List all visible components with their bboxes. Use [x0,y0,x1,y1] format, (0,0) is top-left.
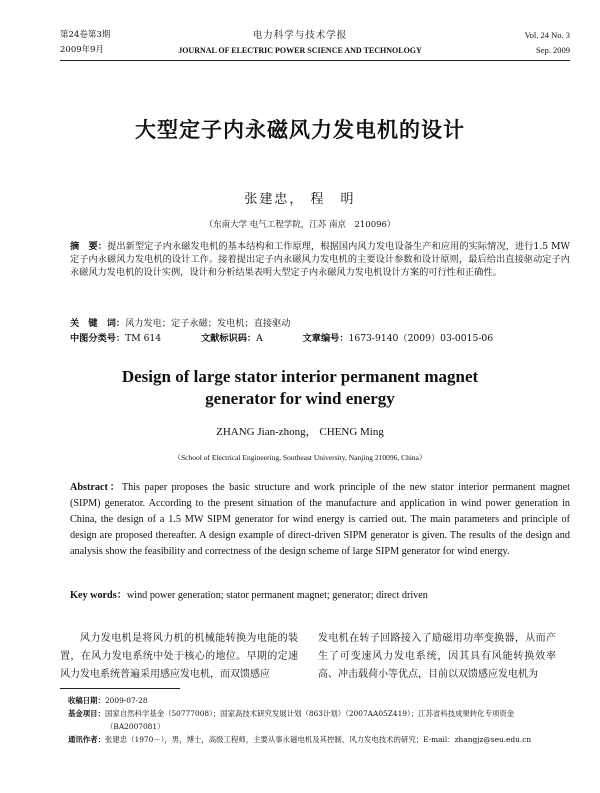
received-date: 2009-07-28 [104,696,148,705]
paper-title-en-line2: generator for wind energy [205,389,395,408]
footnotes [60,694,570,746]
fund-text-line1: 国家自然科学基金（50777008）；国家高技术研究发展计划（863计划）（2007AA05Z419）；江苏省科技成果转化专项资金 [104,709,515,718]
date-cn: 2009年9月 [60,45,105,55]
clc-label: 中图分类号： [70,333,126,344]
abstract-en-text: This paper proposes the basic structure and work principle of the new stator interior permanent magnet (SIPM) generator. According to the present situation of the manufacture and application in wind power generation in China, the design of a 1.5 MW SIPM generator for wind energy is carried out. The main parameters and principle of design are proposed thereafter. A design example of direct-driven SIPM generator is given. The results of the design and analysis show the feasibility and correctness of the design scheme of large SIPM generator for wind energy. [70,482,570,557]
keywords-cn [70,317,291,330]
doc-code-label: 文献标识码： [200,333,257,344]
abstract-cn [70,240,570,279]
keywords-cn-label: 关 键 词： [70,318,126,329]
article-no-value: 1673-9140（2009）03-0015-06 [348,333,494,344]
footnote-received [60,694,570,707]
fund-text-line2: （BA2007081） [106,722,165,731]
footnote-fund [60,707,570,720]
corresponding-author-text: 张建忠（1970－），男，博士，高级工程师，主要从事永磁电机及其控制、风力发电技术的研究；E-mail：zhangjz@seu.edu.cn [104,735,532,744]
keywords-cn-text: 风力发电；定子永磁；发电机；直接驱动 [125,318,291,329]
paper-title-cn: 大型定子内永磁风力发电机的设计 [135,118,465,142]
paper-title-en [0,366,600,410]
abstract-en [70,480,570,560]
journal-title-en: JOURNAL OF ELECTRIC POWER SCIENCE AND TECHNOLOGY [178,46,422,55]
keywords-en [70,588,570,604]
authors-cn: 张建忠， 程 明 [244,192,356,207]
corresponding-author-label: 通讯作者： [68,735,105,744]
header-rule [60,60,570,61]
received-label: 收稿日期： [68,696,105,705]
paper-title-en-line1: Design of large stator interior permanent magnet [121,367,479,386]
footnote-rule [60,688,180,689]
doc-code-value: A [256,333,263,344]
date-en: Sep. 2009 [536,45,570,55]
volume-en: Vol. 24 No. 3 [524,30,570,40]
abstract-cn-text: 提出新型定子内永磁发电机的基本结构和工作原理，根据国内风力发电设备生产和应用的实际情况，进行1.5 MW定子内永磁风力发电机的设计工作。接着提出定子内永磁风力发电机的主要设计参数和设计原则，最后给出直接驱动定子内永磁风力发电机的设计实例，设计和分析结果表明大型定子内永磁风力发电机设计方案的可行性和正确性。 [70,241,571,278]
footnote-author [60,733,570,746]
body-column-right: 发电机在转子回路接入了励磁用功率变换器，从而产生了可变速风力发电系统，因其具有风能转换效率高、冲击载荷小等优点，目前以双馈感应发电机为 [318,633,556,680]
body-column-left: 风力发电机是将风力机的机械能转换为电能的装置，在风力发电系统中处于核心的地位。早期的定速风力发电系统普遍采用感应发电机，而双馈感应 [60,633,298,680]
journal-title-cn: 电力科学与技术学报 [252,30,348,41]
clc-value: TM 614 [125,333,162,344]
affiliation-cn: （东南大学 电气工程学院，江苏 南京 210096） [204,220,396,230]
affiliation-en: （School of Electrical Engineering, Southeast University, Nanjing 210096, China） [173,453,427,462]
article-no-label: 文章编号： [302,333,349,344]
abstract-cn-label: 摘 要： [70,241,108,252]
keywords-en-text: wind power generation; stator permanent magnet; generator; direct driven [126,590,428,601]
fund-label: 基金项目： [68,709,105,718]
volume-cn: 第24卷第3期 [60,30,111,40]
abstract-en-label: Abstract： [70,482,122,493]
keywords-en-label: Key words： [70,590,127,601]
classification-cn [70,332,493,345]
authors-en: ZHANG Jian-zhong， CHENG Ming [216,426,384,438]
